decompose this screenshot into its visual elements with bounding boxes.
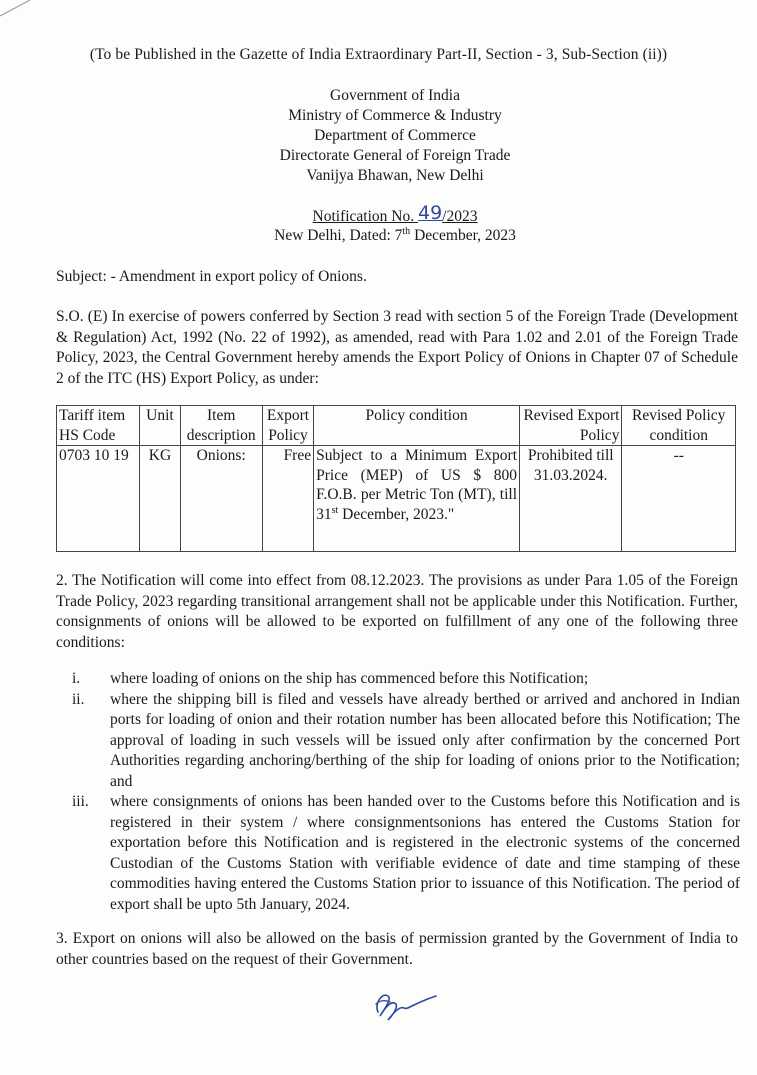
scan-corner-mark (0, 0, 40, 20)
header-revised-export-policy: Revised Export Policy (520, 406, 622, 446)
notification-prefix: Notification No. (312, 208, 415, 225)
list-item (56, 792, 740, 915)
cell-description: Onions: (180, 446, 262, 552)
conditions-list (56, 669, 740, 915)
list-item-number: i. (72, 670, 81, 687)
policy-condition-text: Subject to a Minimum Export Price (MEP) of US $ 800 F.O.B. per Metric Ton (MT), till 31 (316, 447, 518, 523)
list-item-number: ii. (72, 690, 85, 708)
table-row (57, 446, 736, 552)
list-item-text: where consignments of onions has been handed over to the Customs before this Notification and is registered in their system / where consignmentsonions has entered the Customs Station for exportation before this Notification and is registered in the electronic systems of the concerned Custodian of the Customs Station with verifiable evidence of date and time stamping of these commodities having entered the Customs Station prior to issuance of this Notification. The period of export shall be upto 5th January, 2024. (110, 793, 740, 913)
cell-unit: KG (140, 446, 180, 552)
list-item-number: iii. (72, 793, 89, 810)
policy-condition-end: December, 2023." (338, 505, 455, 523)
gazette-line: (To be Published in the Gazette of India Extraordinary Part-II, Section - 3, Sub-Section (ii)) (89, 46, 668, 63)
cell-tariff: 0703 10 19 (57, 446, 140, 552)
notification-date (0, 227, 757, 245)
cell-revised-policy-condition: -- (622, 446, 736, 552)
issuing-authority-block (0, 86, 757, 186)
notification-number (0, 204, 757, 226)
paragraph-1: S.O. (E) In exercise of powers conferred by Section 3 read with section 5 of the Foreign Trade (Development & Regulation) Act, 1992 (No. 22 of 1992), as amended, read with Para 1.02 and 2.01 of the Foreign Trade Policy, 2023, the Central Government hereby amends the Export Policy of Onions in Chapter 07 of Schedule 2 of the ITC (HS) Export Policy, as under: (56, 308, 738, 387)
signature-initials (368, 982, 440, 1024)
header-line-ministry: Ministry of Commerce & Industry (288, 107, 502, 124)
header-line-address: Vanijya Bhawan, New Delhi (306, 167, 484, 184)
header-line-department: Department of Commerce (314, 127, 476, 144)
list-item (56, 669, 740, 690)
header-revised-policy-condition: Revised Policy condition (622, 406, 736, 446)
header-tariff-hs-code: Tariff item HS Code (57, 406, 140, 446)
header-export-policy: Export Policy (262, 406, 313, 446)
cell-policy-condition (314, 446, 520, 552)
list-item (56, 690, 740, 793)
header-line-directorate: Directorate General of Foreign Trade (279, 147, 511, 164)
date-sup: th (402, 225, 411, 237)
handwritten-number: 49 (417, 202, 443, 224)
policy-condition-sup: st (331, 504, 339, 516)
table-header-row (57, 406, 736, 446)
notification-suffix: /2023 (442, 208, 478, 225)
header-policy-condition: Policy condition (314, 406, 520, 446)
date-suffix: December, 2023 (410, 227, 516, 244)
paragraph-3: 3. Export on onions will also be allowed on the basis of permission granted by the Government of India to other countries based on the request of their Government. (56, 930, 738, 968)
list-item-text: where loading of onions on the ship has commenced before this Notification; (110, 670, 589, 687)
subject-line: Subject: - Amendment in export policy of Onions. (56, 268, 367, 285)
header-unit: Unit (140, 406, 180, 446)
date-prefix: New Delhi, Dated: 7 (274, 227, 403, 244)
header-item-description: Item description (180, 406, 262, 446)
paragraph-2: 2. The Notification will come into effect from 08.12.2023. The provisions as under Para 1.05 of the Foreign Trade Policy, 2023 regarding transitional arrangement shall not be applicable under this Notification. Further, consignments of onions will be allowed to be exported on fulfillment of any one of the following three conditions: (56, 572, 738, 651)
list-item-text: where the shipping bill is filed and vessels have already berthed or arrived and anchored in Indian ports for loading of onion and their rotation number has been allocated before this Notification; The approval of loading in such vessels will be issued only after confirmation by the concerned Port Authorities regarding anchoring/berthing of the ship for loading of onions prior to the Notification; and (110, 690, 740, 790)
export-policy-table (56, 405, 736, 552)
cell-revised-export-policy: Prohibited till 31.03.2024. (520, 446, 622, 552)
cell-export-policy: Free (262, 446, 313, 552)
header-line-government: Government of India (330, 87, 460, 104)
